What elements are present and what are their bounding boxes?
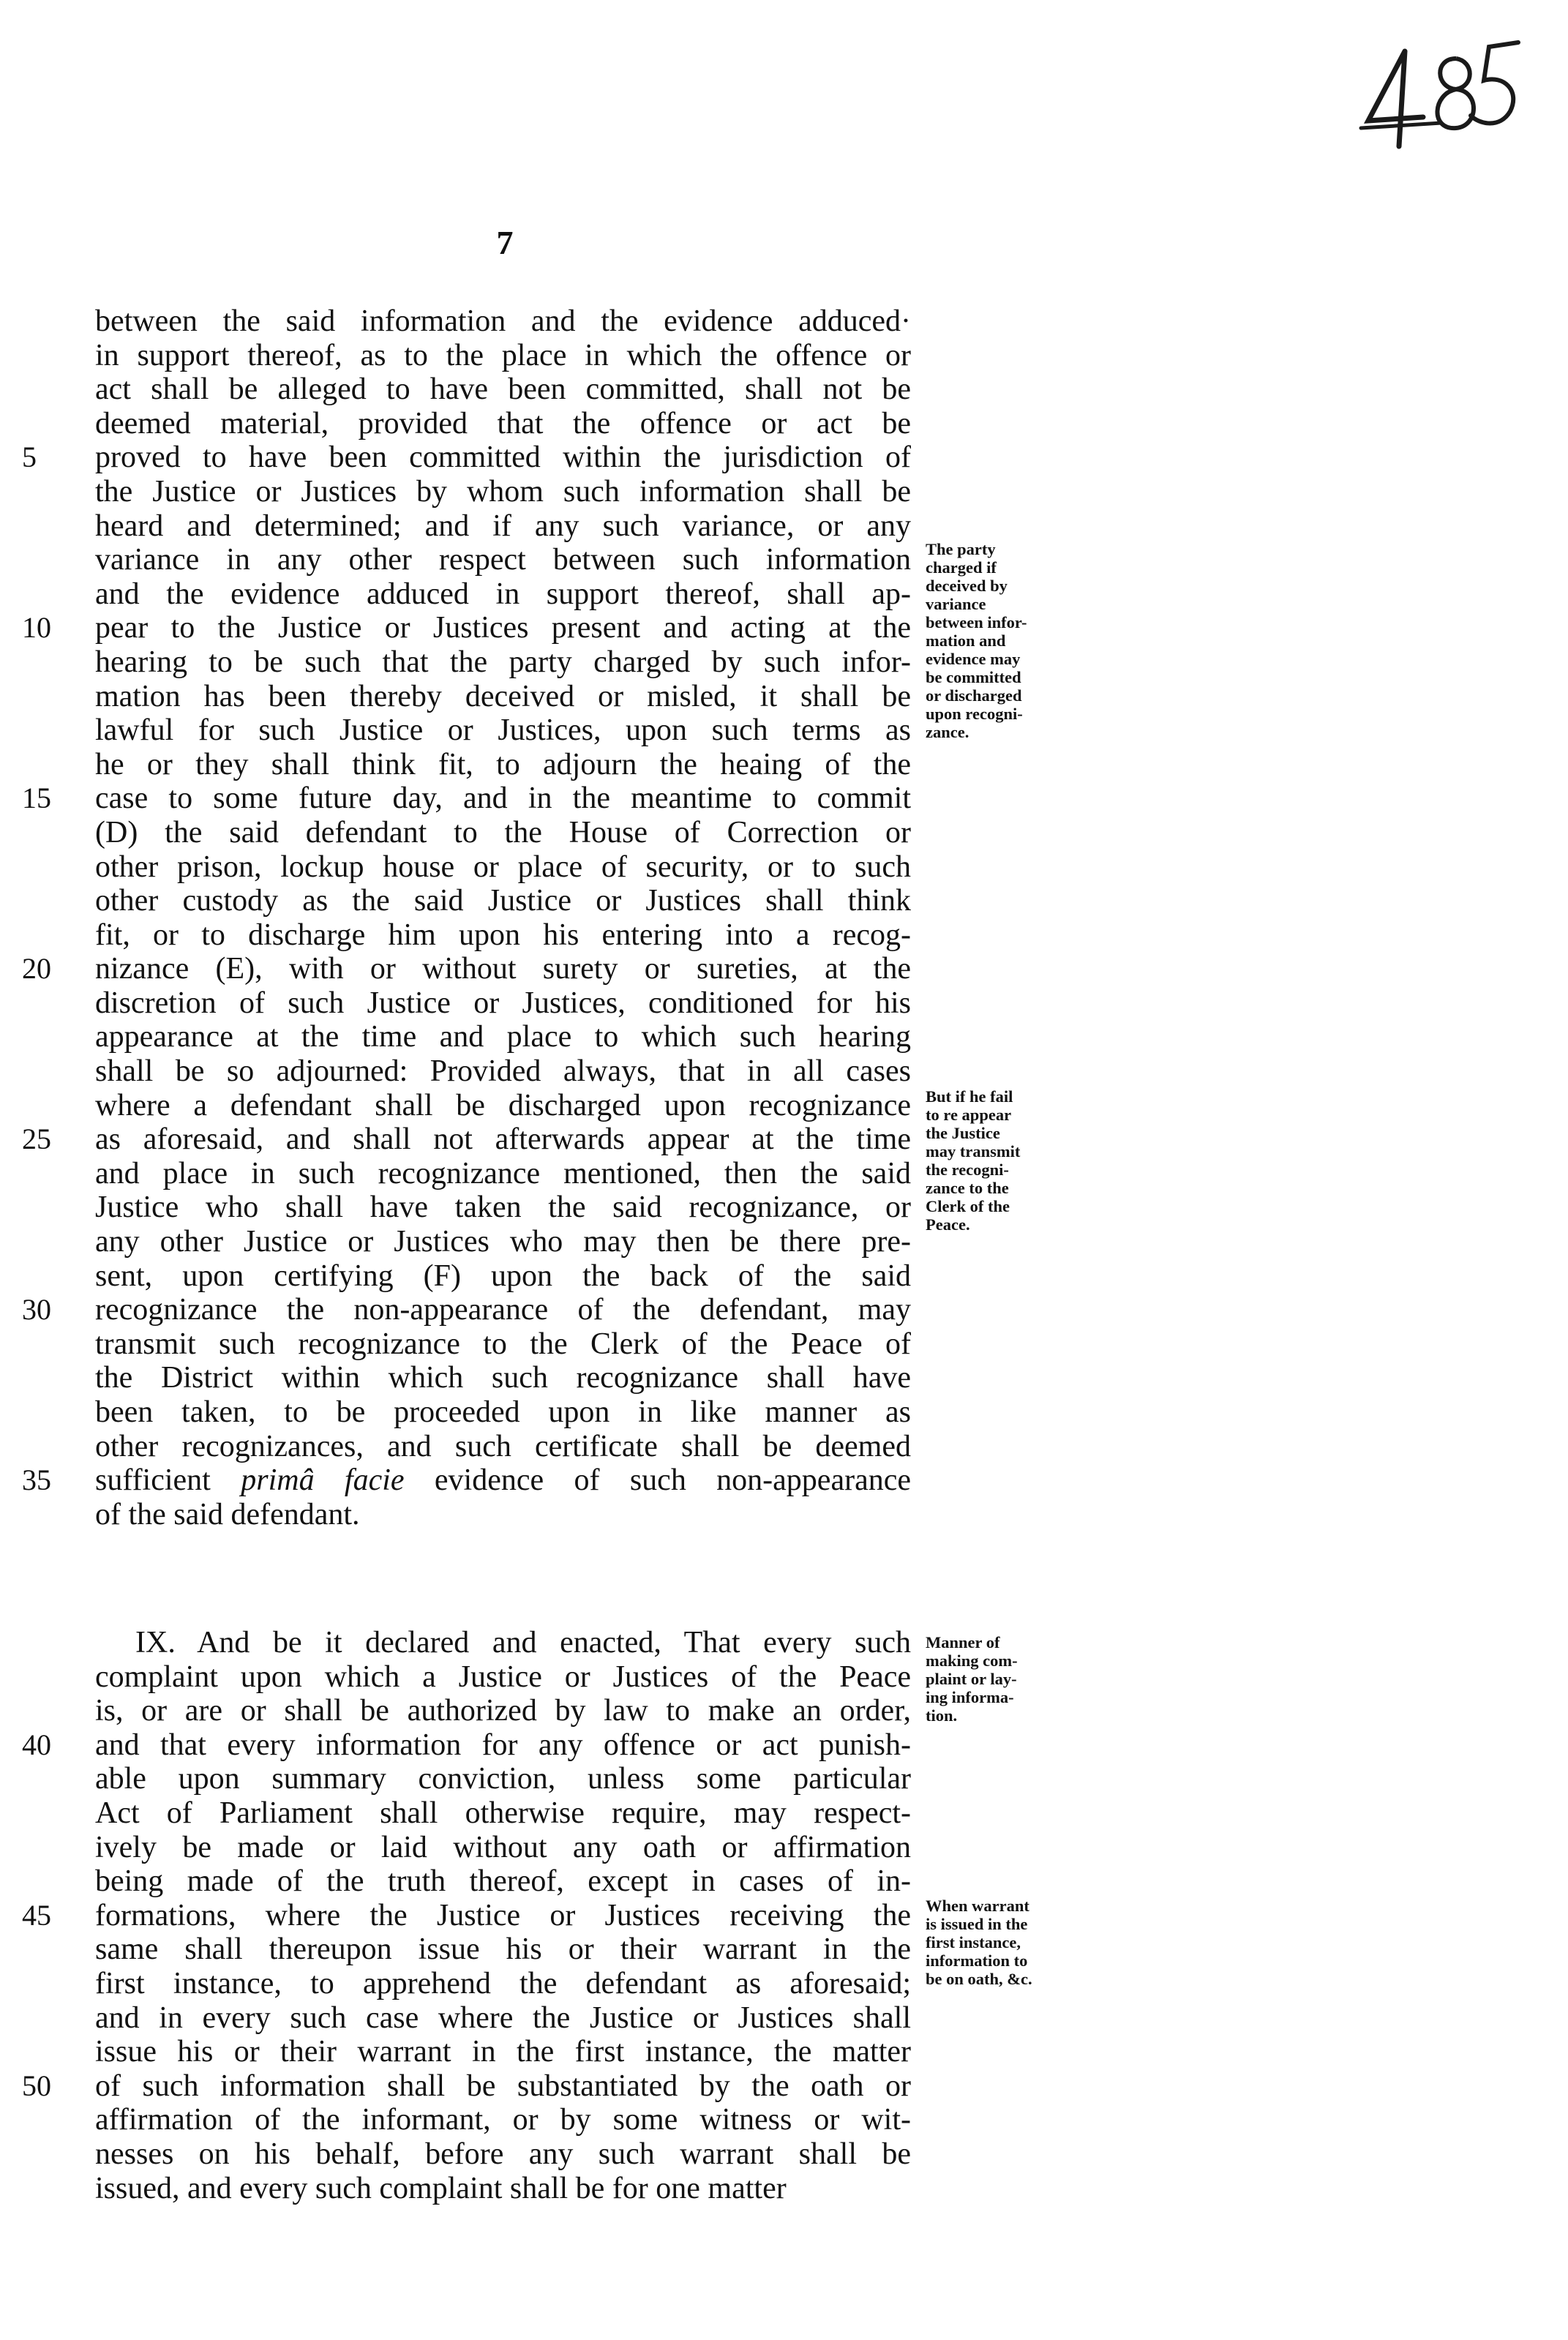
side-note-line: Manner of [926, 1633, 1000, 1651]
text-line: sent, upon certifying (F) upon the back of the said [95, 1259, 911, 1293]
text-line: deemed material, provided that the offence or act be [95, 406, 911, 440]
text-line: other recognizances, and such certificate shall be deemed [95, 1429, 911, 1463]
side-note-line: Peace. [926, 1215, 970, 1234]
text-line: between the said information and the evidence adduced· [95, 304, 911, 338]
side-note-line: Clerk of the [926, 1197, 1010, 1215]
text-line: act shall be alleged to have been committed, shall not be [95, 372, 911, 407]
text-line: the District within which such recognizance shall have [95, 1361, 911, 1395]
text-line: recognizance the non-appearance of the defendant, may [95, 1293, 911, 1327]
side-note-line: zance. [926, 723, 969, 741]
line-number-20: 20 [22, 952, 51, 985]
text-line: and in every such case where the Justice or Justices shall [95, 2000, 911, 2035]
side-note-line: be committed [926, 668, 1021, 686]
line-number-15: 15 [22, 781, 51, 814]
line-number-10: 10 [22, 611, 51, 644]
text-line: issue his or their warrant in the first instance, the matter [95, 2035, 911, 2069]
page-number: 7 [496, 224, 514, 261]
line-number-45: 45 [22, 1899, 51, 1932]
text-line: being made of the truth thereof, except in cases of in- [95, 1864, 911, 1899]
side-note-line: to re appear [926, 1106, 1012, 1124]
side-note-line: deceived by [926, 577, 1008, 595]
side-note-line: may transmit [926, 1142, 1021, 1160]
text-line: affirmation of the informant, or by some witness or wit- [95, 2103, 911, 2137]
text-line: in support thereof, as to the place in which the offence or [95, 338, 911, 372]
text-line: pear to the Justice or Justices present and acting at the [95, 611, 911, 645]
line-number-30: 30 [22, 1293, 51, 1326]
side-note-line: or discharged [926, 686, 1022, 705]
text-line: complaint upon which a Justice or Justices of the Peace [95, 1660, 911, 1694]
text-line: been taken, to be proceeded upon in like manner as [95, 1395, 911, 1429]
side-note-line: variance [926, 595, 986, 613]
text-line: as aforesaid, and shall not afterwards appear at the time [95, 1122, 911, 1157]
line-number-35: 35 [22, 1463, 51, 1496]
text-line: transmit such recognizance to the Clerk of the Peace of [95, 1327, 911, 1361]
side-note-line: first instance, [926, 1933, 1021, 1951]
side-note-line: evidence may [926, 650, 1021, 668]
text-line: nizance (E), with or without surety or sureties, at the [95, 952, 911, 986]
side-note-line: ing informa- [926, 1688, 1014, 1706]
text-fragment: evidence of such non-appearance [404, 1463, 912, 1498]
side-note-fail-appear [926, 1087, 1083, 1234]
text-line: proved to have been committed within the jurisdiction of [95, 440, 911, 475]
side-note-line: upon recogni- [926, 705, 1023, 723]
side-note-line: plaint or lay- [926, 1670, 1017, 1688]
side-note-line: making com- [926, 1651, 1018, 1670]
text-line [95, 1463, 911, 1498]
text-line: variance in any other respect between such information [95, 543, 911, 577]
text-fragment: sufficient [95, 1463, 211, 1498]
text-line: other prison, lockup house or place of security, or to such [95, 850, 911, 884]
side-note-line: But if he fail [926, 1087, 1013, 1106]
text-line: and the evidence adduced in support thereof, shall ap- [95, 577, 911, 611]
text-line: ively be made or laid without any oath or affirmation [95, 1830, 911, 1864]
text-line: able upon summary conviction, unless some particular [95, 1762, 911, 1796]
text-line: heard and determined; and if any such variance, or any [95, 509, 911, 543]
side-note-line: is issued in the [926, 1915, 1028, 1933]
side-note-line: be on oath, &c. [926, 1970, 1032, 1988]
side-note-line: When warrant [926, 1897, 1029, 1915]
side-note-line: the Justice [926, 1124, 1000, 1142]
text-line: other custody as the said Justice or Justices shall think [95, 884, 911, 918]
text-line: case to some future day, and in the meantime to commit [95, 781, 911, 816]
line-number-25: 25 [22, 1122, 51, 1155]
side-note-warrant-on-oath [926, 1897, 1083, 1988]
text-line: discretion of such Justice or Justices, conditioned for his [95, 986, 911, 1020]
text-block-section-viii [95, 304, 911, 1531]
text-line: the Justice or Justices by whom such information shall be [95, 474, 911, 509]
text-line: nesses on his behalf, before any such warrant shall be [95, 2137, 911, 2171]
text-line: is, or are or shall be authorized by law to make an order, [95, 1694, 911, 1728]
side-note-line: information to [926, 1951, 1028, 1970]
text-line: of such information shall be substantiated by the oath or [95, 2069, 911, 2103]
text-line: shall be so adjourned: Provided always, that in all cases [95, 1054, 911, 1089]
side-note-variance [926, 540, 1083, 741]
text-line: of the said defendant. [95, 1497, 360, 1531]
side-note-line: between infor- [926, 613, 1027, 631]
text-line: mation has been thereby deceived or misled, it shall be [95, 679, 911, 713]
side-note-line: mation and [926, 631, 1006, 650]
text-line: issued, and every such complaint shall be for one matter [95, 2171, 787, 2205]
text-line: fit, or to discharge him upon his entering into a recog- [95, 918, 911, 952]
text-line: Justice who shall have taken the said recognizance, or [95, 1190, 911, 1225]
text-line: first instance, to apprehend the defendant as aforesaid; [95, 1966, 911, 2000]
side-note-line: The party [926, 540, 996, 558]
side-note-manner-of-complaint [926, 1633, 1083, 1725]
text-line: where a defendant shall be discharged upon recognizance [95, 1088, 911, 1122]
side-note-line: tion. [926, 1706, 958, 1725]
side-note-line: charged if [926, 558, 997, 577]
line-number-40: 40 [22, 1728, 51, 1761]
text-line: he or they shall think fit, to adjourn the heaing of the [95, 747, 911, 781]
text-line: any other Justice or Justices who may then be there pre- [95, 1225, 911, 1259]
text-line: Act of Parliament shall otherwise require, may respect- [95, 1796, 911, 1830]
italic-phrase: primâ facie [241, 1463, 405, 1498]
line-number-5: 5 [22, 440, 37, 473]
side-note-line: the recogni- [926, 1160, 1009, 1179]
text-line: same shall thereupon issue his or their warrant in the [95, 1932, 911, 1967]
text-line: IX. And be it declared and enacted, That every such [135, 1626, 911, 1660]
text-line: lawful for such Justice or Justices, upon such terms as [95, 713, 911, 748]
text-line: appearance at the time and place to which such hearing [95, 1020, 911, 1054]
text-line: (D) the said defendant to the House of Correction or [95, 815, 911, 850]
text-line: formations, where the Justice or Justices receiving the [95, 1898, 911, 1932]
text-block-section-ix [95, 1626, 911, 2205]
text-line: and that every information for any offence or act punish- [95, 1728, 911, 1762]
side-note-line: zance to the [926, 1179, 1009, 1197]
text-line: and place in such recognizance mentioned, then the said [95, 1156, 911, 1190]
line-number-50: 50 [22, 2069, 51, 2102]
handwritten-folio-number [1354, 29, 1522, 161]
text-line: hearing to be such that the party charged by such infor- [95, 645, 911, 679]
